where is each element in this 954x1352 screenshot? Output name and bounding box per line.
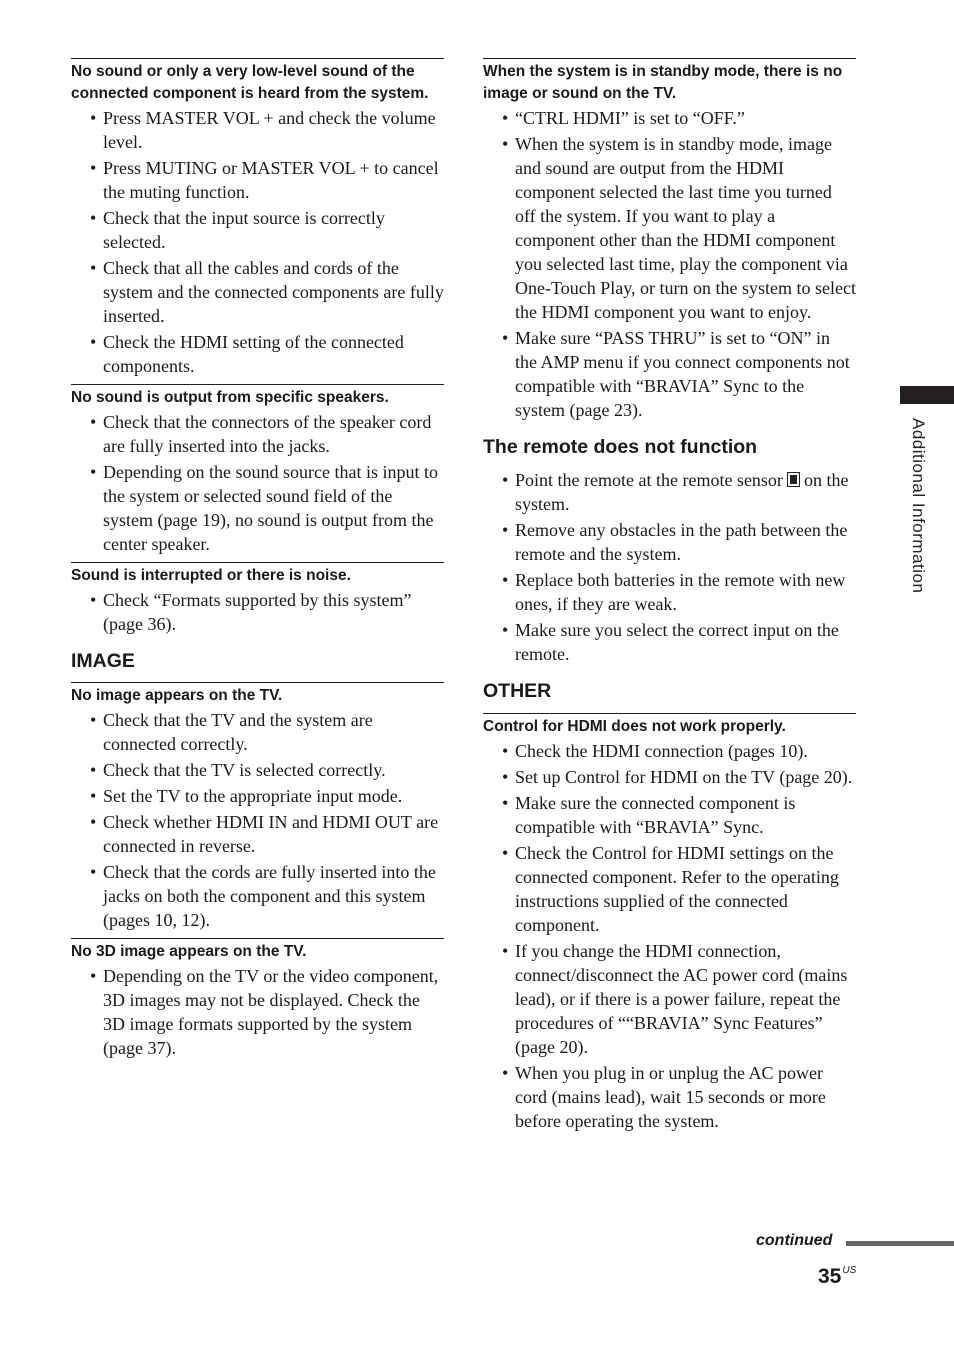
issue-title: No image appears on the TV. [71, 687, 283, 704]
list-item: • Make sure “PASS THRU” is set to “ON” in the AMP menu if you connect components not compatible with “BRAVIA” Sync to the system (page 23). [515, 326, 856, 422]
list-item: • Make sure the connected component is compatible with “BRAVIA” Sync. [515, 791, 856, 839]
continued-label: continued [756, 1232, 833, 1249]
list-item: • When you plug in or unplug the AC power cord (mains lead), wait 15 seconds or more before operating the system. [515, 1061, 856, 1133]
list-item: • Check “Formats supported by this system” (page 36). [103, 588, 444, 636]
issue-title: Control for HDMI does not work properly. [483, 718, 786, 735]
bullet-list [71, 410, 444, 556]
left-column [71, 58, 444, 1066]
issue-specific-speakers [71, 384, 444, 556]
issue-control-hdmi [483, 714, 856, 1133]
list-item: • Check that the connectors of the speaker cord are fully inserted into the jacks. [103, 410, 444, 458]
list-item: • Press MASTER VOL + and check the volume level. [103, 106, 444, 154]
issue-title: Sound is interrupted or there is noise. [71, 567, 351, 584]
continued-bar [846, 1241, 954, 1246]
issue-no-image [71, 682, 444, 932]
remote-sensor-icon [787, 472, 800, 487]
bullet-list [483, 468, 856, 666]
bullet-list [483, 739, 856, 1133]
list-item: • Check that the TV is selected correctly. [103, 758, 444, 782]
remote-troubleshooting [483, 468, 856, 666]
list-item: • When the system is in standby mode, image and sound are output from the HDMI component selected the last time you turned off the system. If you want to play a component other than the HDMI component you selected last time, play the component via One-Touch Play, or turn on the system to select the HDMI component you want to enjoy. [515, 132, 856, 324]
list-item: • Check that the TV and the system are connected correctly. [103, 708, 444, 756]
issue-sound-interrupted [71, 562, 444, 636]
side-tab-marker [900, 386, 954, 404]
issue-title: No sound or only a very low-level sound of the connected component is heard from the system. [71, 63, 429, 102]
issue-title: No sound is output from specific speakers. [71, 389, 389, 406]
list-item: • Check the Control for HDMI settings on the connected component. Refer to the operating instructions supplied of the connected component. [515, 841, 856, 937]
bullet-list [483, 106, 856, 422]
bullet-list [71, 106, 444, 378]
list-item [515, 468, 856, 516]
list-item: • If you change the HDMI connection, connect/disconnect the AC power cord (mains lead), or if there is a power failure, repeat the procedures of ““BRAVIA” Sync Features” (page 20). [515, 939, 856, 1059]
bullet-list [71, 708, 444, 932]
issue-no-3d-image [71, 938, 444, 1060]
list-item: • Replace both batteries in the remote with new ones, if they are weak. [515, 568, 856, 616]
section-heading-image: IMAGE [71, 650, 135, 672]
list-item: • Make sure you select the correct input on the remote. [515, 618, 856, 666]
list-item: • Check the HDMI connection (pages 10). [515, 739, 856, 763]
section-heading-other: OTHER [483, 678, 856, 714]
list-item: • Depending on the TV or the video component, 3D images may not be displayed. Check the 3D image formats supported by the system (page 37). [103, 964, 444, 1060]
list-item: • Set up Control for HDMI on the TV (page 20). [515, 765, 856, 789]
side-tab-label: Additional Information [909, 418, 928, 594]
issue-low-sound [71, 58, 444, 378]
list-item: • Depending on the sound source that is input to the system or selected sound field of the system (page 19), no sound is output from the center speaker. [103, 460, 444, 556]
list-item: • Check that the input source is correctly selected. [103, 206, 444, 254]
page-number-suffix: US [842, 1265, 857, 1276]
right-column [483, 58, 856, 1139]
list-item: • Check that the cords are fully inserted into the jacks on both the component and this system (pages 10, 12). [103, 860, 444, 932]
list-item: • Check that all the cables and cords of the system and the connected components are fully inserted. [103, 256, 444, 328]
issue-title: When the system is in standby mode, there is no image or sound on the TV. [483, 63, 843, 102]
remote-sensor-text-end: on the system. [515, 470, 849, 514]
issue-title: No 3D image appears on the TV. [71, 943, 307, 960]
remote-sensor-text: Point the remote at the remote sensor [515, 470, 783, 490]
section-heading-remote: The remote does not function [483, 436, 758, 458]
bullet-list [71, 588, 444, 636]
list-item: • Check the HDMI setting of the connected components. [103, 330, 444, 378]
page-number [818, 1258, 856, 1290]
list-item: • Set the TV to the appropriate input mode. [103, 784, 444, 808]
list-item: • Check whether HDMI IN and HDMI OUT are connected in reverse. [103, 810, 444, 858]
issue-standby-mode [483, 58, 856, 422]
page-number-value: 35 [818, 1265, 842, 1288]
list-item: • Press MUTING or MASTER VOL + to cancel the muting function. [103, 156, 444, 204]
bullet-list [71, 964, 444, 1060]
list-item: • Remove any obstacles in the path between the remote and the system. [515, 518, 856, 566]
list-item: • “CTRL HDMI” is set to “OFF.” [515, 106, 856, 130]
